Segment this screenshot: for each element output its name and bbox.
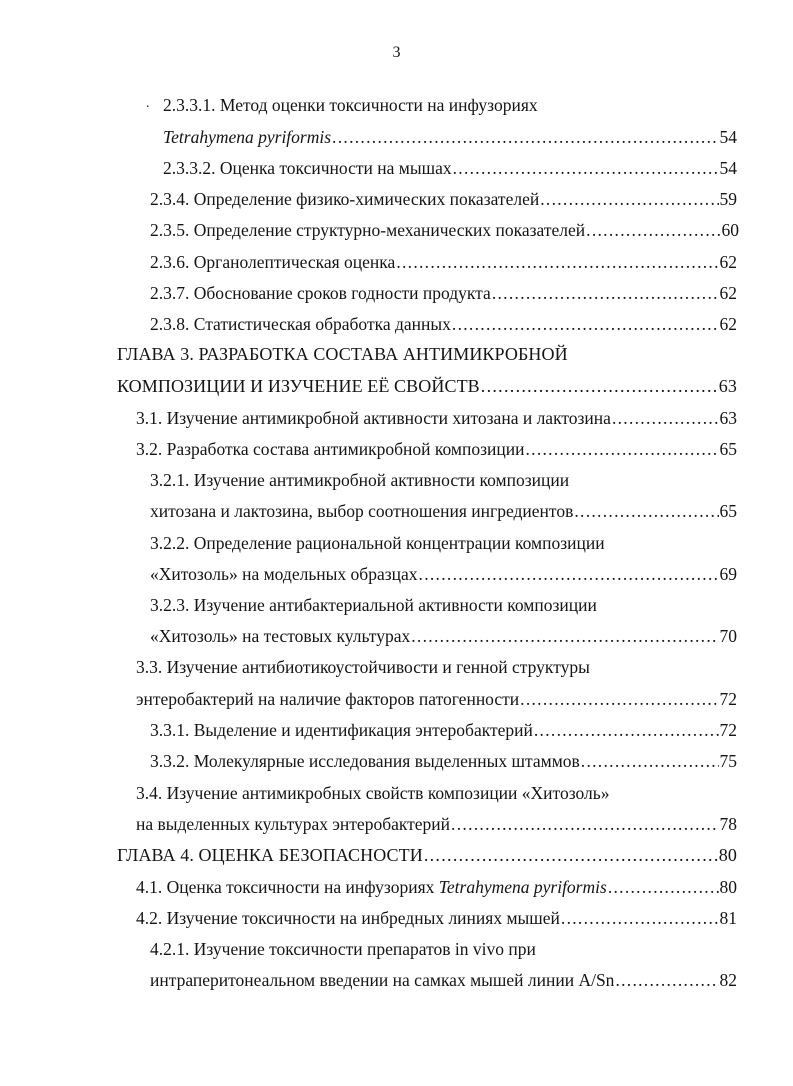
leader-dots — [520, 686, 718, 712]
toc-page-number: 62 — [719, 252, 737, 272]
toc-entry — [150, 280, 737, 306]
species-name: Tetrahymena pyriformis — [438, 877, 607, 897]
toc-entry — [136, 874, 737, 900]
toc-entry-text: 2.3.3.1. Метод оценки токсичности на инфузориях — [163, 95, 538, 115]
toc-entry-text: 3.2.3. Изучение антибактериальной активности композиции — [150, 595, 597, 615]
toc-entry — [150, 311, 737, 337]
toc-entry-text: 3.3.1. Выделение и идентификация энтеробактерий — [150, 720, 533, 740]
toc-page-number: 72 — [719, 720, 737, 740]
toc-entry — [150, 623, 737, 649]
leader-dots — [581, 748, 719, 774]
page-number: 3 — [392, 44, 401, 61]
toc-entry-prefix: 4.1. Оценка токсичности на инфузориях — [136, 877, 435, 897]
toc-entry — [150, 936, 536, 962]
toc-entry — [150, 186, 737, 212]
toc-page-number: 65 — [719, 501, 737, 521]
toc-page-number: 62 — [719, 283, 737, 303]
leader-dots — [586, 217, 720, 243]
toc-entry-text: 2.3.3.2. Оценка токсичности на мышах — [163, 158, 452, 178]
leader-dots — [411, 623, 718, 649]
toc-page-number: 80 — [719, 877, 737, 897]
toc-entry-text: 2.3.6. Органолептическая оценка — [150, 252, 396, 272]
toc-page-number: 70 — [719, 626, 737, 646]
leader-dots — [534, 717, 719, 743]
toc-entry-text: 2.3.4. Определение физико-химических показателей — [150, 189, 540, 209]
toc-entry — [136, 811, 737, 837]
toc-entry-text: 2.3.7. Обоснование сроков годности продукта — [150, 283, 491, 303]
leader-dots — [492, 280, 719, 306]
toc-entry-text: интраперитонеальном введении на самках мышей линии A/Sn — [150, 970, 615, 990]
toc-entry — [150, 561, 737, 587]
toc-entry-text: ГЛАВА 3. РАЗРАБОТКА СОСТАВА АНТИМИКРОБНОЙ — [117, 344, 568, 364]
toc-entry-text: «Хитозоль» на тестовых культурах — [150, 626, 411, 646]
toc-page-number: 63 — [718, 376, 737, 396]
leader-dots — [615, 967, 718, 993]
toc-chapter-heading — [117, 842, 737, 868]
toc-page-number: 54 — [719, 158, 737, 178]
toc-entry — [150, 217, 739, 243]
toc-entry-text: 4.2.1. Изучение токсичности препаратов in vivo при — [150, 939, 536, 959]
leader-dots — [424, 842, 718, 868]
toc-chapter-heading — [117, 373, 737, 399]
scan-speck: . — [146, 96, 150, 111]
toc-page-number: 54 — [719, 127, 737, 147]
toc-entry-text: хитозана и лактозина, выбор соотношения ингредиентов — [150, 501, 574, 521]
toc-entry-text: 3.2.1. Изучение антимикробной активности композиции — [150, 470, 570, 490]
leader-dots — [481, 373, 718, 399]
toc-page-number: 75 — [719, 751, 737, 771]
leader-dots — [419, 561, 719, 587]
toc-page-number: 69 — [719, 564, 737, 584]
toc-page-number: 80 — [718, 845, 737, 865]
toc-entry — [163, 92, 538, 118]
toc-entry-text: 3.2. Разработка состава антимикробной композиции — [136, 439, 525, 459]
toc-entry-text: 2.3.8. Статистическая обработка данных — [150, 314, 451, 334]
toc-page-number: 82 — [719, 970, 737, 990]
toc-entry-text: 4.2. Изучение токсичности на инбредных линиях мышей — [136, 908, 560, 928]
toc-entry — [150, 967, 737, 993]
toc-entry — [150, 249, 737, 275]
toc-entry — [136, 686, 737, 712]
toc-entry — [136, 405, 737, 431]
toc-entry-text: 3.4. Изучение антимикробных свойств композиции «Хитозоль» — [136, 783, 610, 803]
leader-dots — [332, 124, 718, 150]
toc-entry-text: энтеробактерий на наличие факторов патогенности — [136, 689, 520, 709]
leader-dots — [574, 498, 718, 524]
toc-entry-text: на выделенных культурах энтеробактерий — [136, 814, 451, 834]
toc-entry-text: КОМПОЗИЦИИ И ИЗУЧЕНИЕ ЕЁ СВОЙСТВ — [117, 376, 480, 396]
toc-entry — [150, 530, 605, 556]
toc-page-number: 65 — [719, 439, 737, 459]
toc-entry-text — [136, 874, 607, 900]
toc-entry — [150, 717, 737, 743]
toc-page-number: 62 — [719, 314, 737, 334]
toc-entry-text — [163, 124, 331, 150]
toc-entry — [150, 467, 569, 493]
toc-entry-text: 3.3.2. Молекулярные исследования выделенных штаммов — [150, 751, 580, 771]
leader-dots — [452, 311, 719, 337]
leader-dots — [396, 249, 718, 275]
leader-dots — [608, 874, 719, 900]
toc-entry-text: «Хитозоль» на модельных образцах — [150, 564, 418, 584]
toc-entry — [136, 654, 590, 680]
toc-chapter-heading — [117, 341, 568, 367]
toc-entry-text: 3.3. Изучение антибиотикоустойчивости и генной структуры — [136, 657, 590, 677]
toc-entry — [150, 592, 597, 618]
leader-dots — [453, 155, 719, 181]
toc-entry — [163, 124, 737, 150]
toc-entry-text: 3.2.2. Определение рациональной концентрации композиции — [150, 533, 605, 553]
toc-entry — [136, 436, 737, 462]
leader-dots — [540, 186, 718, 212]
toc-entry — [136, 780, 610, 806]
toc-entry — [150, 748, 737, 774]
toc-entry-text: 3.1. Изучение антимикробной активности хитозана и лактозина — [136, 408, 611, 428]
toc-page-number: 60 — [721, 220, 739, 240]
leader-dots — [561, 905, 719, 931]
toc-page-number: 72 — [719, 689, 737, 709]
toc-page-number: 59 — [719, 189, 737, 209]
toc-page-number: 78 — [719, 814, 737, 834]
toc-entry — [163, 155, 737, 181]
toc-entry-text: 2.3.5. Определение структурно-механических показателей — [150, 220, 586, 240]
toc-entry-text: ГЛАВА 4. ОЦЕНКА БЕЗОПАСНОСТИ — [117, 845, 423, 865]
leader-dots — [525, 436, 718, 462]
toc-entry — [136, 905, 737, 931]
leader-dots — [612, 405, 719, 431]
species-name: Tetrahymena pyriformis — [163, 127, 332, 147]
leader-dots — [451, 811, 718, 837]
toc-page-number: 81 — [719, 908, 737, 928]
toc-entry — [150, 498, 737, 524]
toc-page-number: 63 — [719, 408, 737, 428]
